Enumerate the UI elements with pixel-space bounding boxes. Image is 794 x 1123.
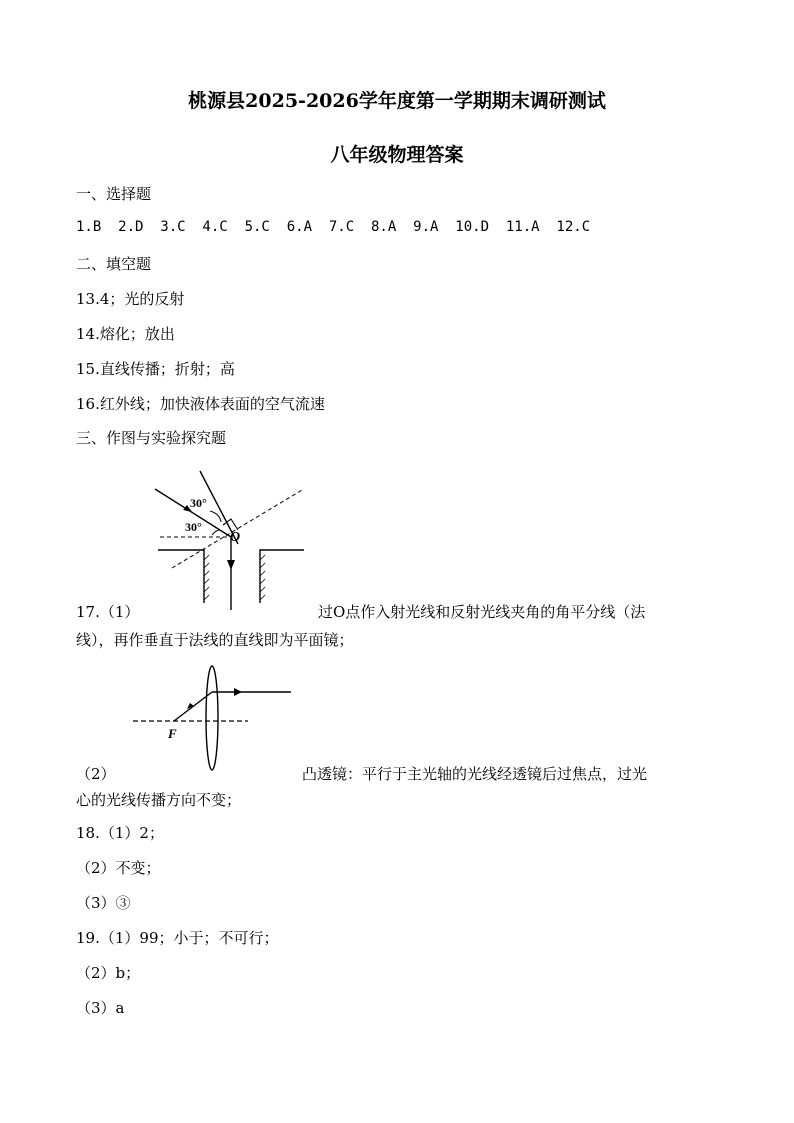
lens-diagram [128,664,298,774]
answer-17-2-prefix: （2） [76,765,116,783]
page-subtitle: 八年级物理答案 [330,144,464,166]
page-title: 桃源县2025-2026学年度第一学期期末调研测试 [188,90,606,112]
answer-19-3: （3）a [76,999,125,1017]
answer-16: 16.红外线；加快液体表面的空气流速 [76,395,325,413]
answer-17-1-text-b: 线），再作垂直于法线的直线即为平面镜； [76,631,354,649]
answer-19-1: 19.（1）99；小于；不可行； [76,929,279,947]
answer-13: 13.4；光的反射 [76,290,185,308]
answer-19-2: （2）b； [76,964,141,982]
answer-18-2: （2）不变； [76,859,161,877]
angle-label-top: 30° [190,496,207,510]
answer-17-2-text-b: 心的光线传播方向不变； [76,791,242,809]
answer-17-2-text-a: 凸透镜：平行于主光轴的光线经透镜后过焦点，过光 [302,765,648,783]
section-heading-experiment: 三、作图与实验探究题 [76,429,227,447]
choice-answers: 1.B 2.D 3.C 4.C 5.C 6.A 7.C 8.A 9.A 10.D 11.A 12.C [76,219,591,235]
answer-17-1-text-a: 过O点作入射光线和反射光线夹角的角平分线（法 [318,603,646,621]
answer-17-1-prefix: 17.（1） [76,603,140,621]
section-heading-fill: 二、填空题 [76,255,152,273]
answer-15: 15.直线传播；折射；高 [76,360,235,378]
answer-14: 14.熔化；放出 [76,325,175,343]
focus-label: F [168,726,177,741]
answer-18-3: （3）③ [76,894,131,912]
angle-label-bottom: 30° [185,520,202,534]
answer-18-1: 18.（1）2； [76,824,164,842]
reflection-diagram [150,468,310,613]
point-o-label: O [230,530,241,545]
section-heading-choice: 一、选择题 [76,185,152,203]
